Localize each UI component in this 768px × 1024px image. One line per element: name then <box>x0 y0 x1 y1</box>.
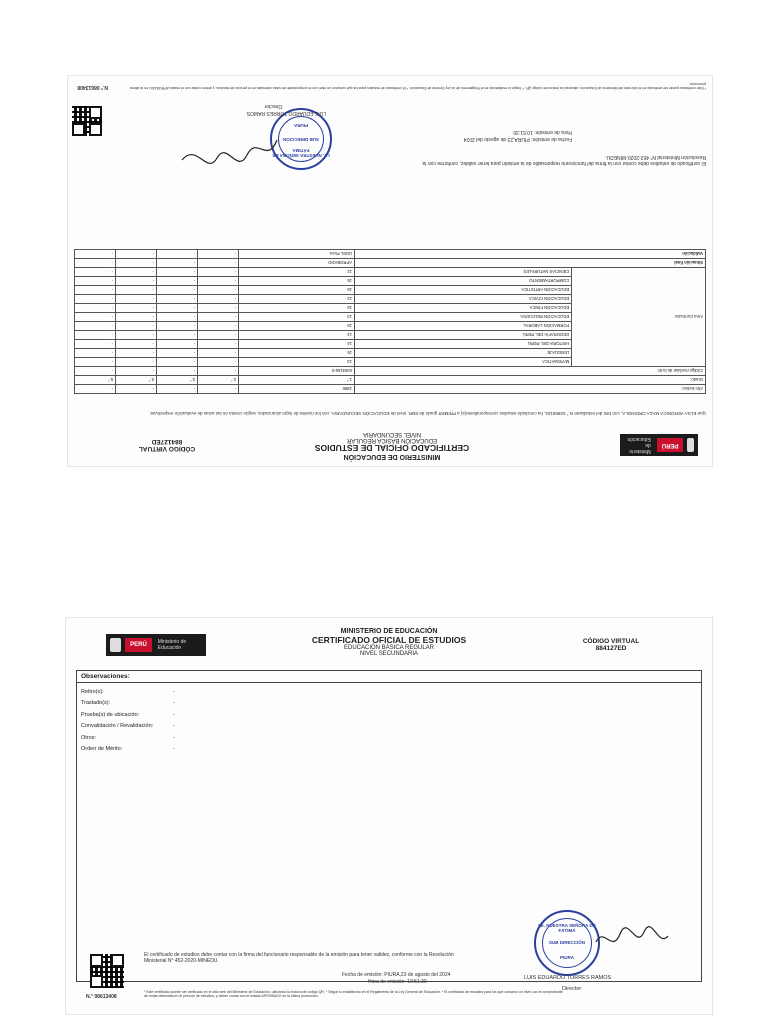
cell: - <box>198 331 239 340</box>
header-title-block <box>289 628 489 657</box>
observations-title: Observaciones: <box>77 671 701 683</box>
cell: 1.° <box>239 376 355 385</box>
cell: - <box>198 349 239 358</box>
observation-value: - <box>173 700 175 707</box>
cell: - <box>157 385 198 394</box>
modular-label: Código modular de la IE: <box>355 367 706 376</box>
stamp-mid-text: SUB DIRECCIÓN <box>283 137 320 142</box>
cell: - <box>75 385 116 394</box>
cell: - <box>116 304 157 313</box>
subject-grade: 14 <box>239 331 355 340</box>
stamp-top-text: I.E. NUESTRA SEÑORA DE FÁTIMA <box>272 148 330 158</box>
subject-name: MATEMÁTICA <box>355 358 572 367</box>
cell: - <box>157 250 198 259</box>
virtual-code-block <box>122 438 212 452</box>
cell: - <box>198 250 239 259</box>
cell: - <box>116 268 157 277</box>
minedu-logo <box>620 434 698 456</box>
level-name: NIVEL SECUNDARIA <box>359 651 419 657</box>
subject-grade: 13 <box>239 313 355 322</box>
logo-ministry: Ministerio de Educación <box>627 436 651 454</box>
subject-name: EDUCACIÓN RELIGIOSA <box>355 313 572 322</box>
director-name: LUIS EDUARDO TORRES RAMOS <box>246 110 326 116</box>
cell: - <box>198 295 239 304</box>
certificate-title: CERTIFICADO OFICIAL DE ESTUDIOS <box>314 443 470 453</box>
modular-value: 0284166-0 <box>239 367 355 376</box>
observation-value: - <box>173 746 175 753</box>
level-name: NIVEL SECUNDARIA <box>362 431 422 437</box>
subject-name: LENGUAJE <box>355 349 572 358</box>
year-label: Año lectivo: <box>355 385 706 394</box>
table-row <box>75 385 706 394</box>
cell: - <box>75 358 116 367</box>
subject-grade: 15 <box>239 322 355 331</box>
logo-ministry: Ministerio de Educación <box>157 639 187 651</box>
cell: - <box>198 313 239 322</box>
cell: - <box>75 259 116 268</box>
cell: - <box>157 313 198 322</box>
observation-label: Traslado(s): <box>81 700 111 707</box>
cell: - <box>75 304 116 313</box>
observation-label: Otros: <box>81 734 96 741</box>
cell: 4.° <box>116 376 157 385</box>
subject-grade: 15 <box>239 277 355 286</box>
observation-row <box>77 744 701 756</box>
cell: - <box>157 304 198 313</box>
virtual-code: 884127ED <box>151 438 183 445</box>
qr-code-icon <box>72 106 102 136</box>
subject-grade: 15 <box>239 286 355 295</box>
cell: - <box>198 304 239 313</box>
observation-row <box>77 732 701 744</box>
cell: - <box>75 313 116 322</box>
grade-label: Grado: <box>355 376 706 385</box>
cell: - <box>116 367 157 376</box>
cell: 5.° <box>75 376 116 385</box>
director-signature <box>172 130 282 170</box>
certificate-page-2 <box>66 618 712 1014</box>
subject-grade: 16 <box>239 304 355 313</box>
subject-grade: 12 <box>239 295 355 304</box>
cell: - <box>157 367 198 376</box>
table-row <box>75 250 706 259</box>
director-role: Director <box>562 986 582 992</box>
cell: - <box>116 385 157 394</box>
cell: - <box>116 331 157 340</box>
observation-label: Retiro(s): <box>81 688 104 695</box>
cell: - <box>198 322 239 331</box>
cell: - <box>116 322 157 331</box>
observation-label: Convalidación / Revalidación: <box>81 723 154 730</box>
cell: - <box>198 358 239 367</box>
director-role: Director <box>264 103 282 109</box>
validity-text: El certificado de estudios debe contar con la firma del funcionario responsable de la emisión para tener validez, conforme con la Resolución Ministerial N° 452-2020-MINEDU. <box>144 952 454 964</box>
cell: - <box>157 322 198 331</box>
observation-value: - <box>173 688 175 695</box>
program-name: EDUCACIÓN BÁSICA REGULAR <box>346 437 438 443</box>
cell: - <box>75 277 116 286</box>
stamp-mid-text: SUB DIRECCIÓN <box>548 940 585 945</box>
cell: - <box>75 340 116 349</box>
cell: - <box>157 259 198 268</box>
validity-text: El certificado de estudios debe contar con la firma del funcionario responsable de la emisión para tener validez, conforme con la Resolución Ministerial N° 452-2020-MINEDU. <box>422 154 706 166</box>
stamp-bottom-text: PIURA <box>559 955 574 960</box>
cell: - <box>116 259 157 268</box>
certificate-title: CERTIFICADO OFICIAL DE ESTUDIOS <box>311 635 467 645</box>
observation-label: Orden de Mérito: <box>81 746 123 753</box>
observation-row <box>77 709 701 721</box>
cell: - <box>198 259 239 268</box>
footer-notes: * Este certificado puede ser verificado en el sitio web del Ministerio de Educación, utilizando la lectora de código QR. * Según lo establecido en el Reglamento de la Ley General de Educación. * El certificado de estudios para los que cursaron un nivel con el comprobante de notas obtenidas en el período de estudios, y deben contar con el estado APROBADO en la última promoción. <box>144 990 563 998</box>
area-label: Área Curricular <box>572 268 706 367</box>
cell: - <box>116 358 157 367</box>
virtual-code-label: CÓDIGO VIRTUAL <box>582 638 640 645</box>
cell: - <box>116 349 157 358</box>
subject-name: EDUCACIÓN ARTÍSTICA <box>355 286 572 295</box>
grades-table <box>74 249 706 394</box>
subject-name: FORMACIÓN LABORAL <box>355 322 572 331</box>
virtual-code: 884127ED <box>595 645 627 652</box>
peru-shield-icon <box>687 438 694 452</box>
cell: - <box>75 295 116 304</box>
cell: - <box>198 286 239 295</box>
table-row <box>75 376 706 385</box>
subject-name: COMPORTAMIENTO <box>355 277 572 286</box>
ministry-title: MINISTERIO DE EDUCACIÓN <box>343 453 441 460</box>
peru-shield-icon <box>110 638 121 652</box>
director-name: LUIS EDUARDO TORRES RAMOS <box>524 975 612 981</box>
cell: - <box>157 277 198 286</box>
cell: 2.° <box>198 376 239 385</box>
cell: - <box>198 340 239 349</box>
virtual-code-block <box>566 638 656 652</box>
director-signature <box>592 920 672 960</box>
cell: - <box>198 268 239 277</box>
final-value: APROBADO <box>239 259 355 268</box>
cell: - <box>157 295 198 304</box>
minedu-logo <box>106 634 206 656</box>
statement-text: Que ELSA VERONICA MAZA ORDINOLA, con DNI del estudiante N.° 02868104, ha concluido estudios correspondiente(s) a PRIMER grado de EBR, nivel de EDUCACIÓN SECUNDARIA, con los niveles de logro alcanzados, según consta en las actas de evaluación respectivas: <box>149 411 706 416</box>
stamp-top-text: I.E. NUESTRA SEÑORA DE FÁTIMA <box>538 923 596 933</box>
table-row <box>75 367 706 376</box>
header-title-block <box>292 431 492 460</box>
cell: - <box>157 286 198 295</box>
cell: - <box>198 367 239 376</box>
observation-row <box>77 721 701 733</box>
subject-name: HISTORIA DEL PERÚ <box>355 340 572 349</box>
cell: - <box>75 268 116 277</box>
cell: - <box>198 385 239 394</box>
cell: - <box>75 250 116 259</box>
cell: - <box>157 340 198 349</box>
observation-row <box>77 698 701 710</box>
table-row <box>75 259 706 268</box>
subject-name: CIENCIAS NATURALES <box>355 268 572 277</box>
cell: - <box>198 277 239 286</box>
cell: - <box>116 286 157 295</box>
observation-value: - <box>173 734 175 741</box>
qr-code-icon <box>90 954 124 988</box>
cell: - <box>116 313 157 322</box>
certificate-page-1 <box>68 76 712 466</box>
cell: 3.° <box>157 376 198 385</box>
cell: - <box>75 286 116 295</box>
emission-date: Fecha de emisión: PIURA,23 de agosto del 2024 <box>463 136 572 142</box>
emission-time: Hora de emisión: 10:51:30 <box>368 979 427 985</box>
official-stamp <box>534 910 600 976</box>
program-name: EDUCACIÓN BÁSICA REGULAR <box>343 645 435 651</box>
subject-name: EDUCACIÓN FÍSICA <box>355 304 572 313</box>
stamp-bottom-text: PIURA <box>294 123 309 128</box>
final-label: Situación final <box>355 259 706 268</box>
cell: - <box>157 268 198 277</box>
cell: - <box>116 340 157 349</box>
validation-value: UGEL Piura <box>239 250 355 259</box>
subject-name: GEOGRAFÍA DEL PERÚ <box>355 331 572 340</box>
subject-grade: 15 <box>239 349 355 358</box>
subject-grade: 13 <box>239 358 355 367</box>
subject-grade: 14 <box>239 340 355 349</box>
year-value: 1980 <box>239 385 355 394</box>
cell: - <box>116 295 157 304</box>
cell: - <box>75 331 116 340</box>
observation-label: Prueba(s) de ubicación: <box>81 711 140 718</box>
cell: - <box>75 322 116 331</box>
cell: - <box>157 331 198 340</box>
cell: - <box>116 250 157 259</box>
emission-date: Fecha de emisión: PIURA,23 de agosto del 2024 <box>342 972 451 978</box>
cell: - <box>157 349 198 358</box>
emission-time: Hora de emisión: 10:51:30 <box>513 129 572 135</box>
subject-grade: 12 <box>239 268 355 277</box>
certificate-number: N.° 08613408 <box>86 994 117 1000</box>
virtual-code-label: CÓDIGO VIRTUAL <box>138 445 196 452</box>
observations-list <box>77 683 701 755</box>
cell: - <box>75 367 116 376</box>
certificate-number: N.° 08613408 <box>77 84 108 90</box>
ministry-title: MINISTERIO DE EDUCACIÓN <box>340 628 438 635</box>
footer-notes: * Este certificado puede ser verificado en el sitio web del Ministerio de Educación, utilizando la lectora de código QR. * Según lo establecido en el Reglamento de la Ley General de Educación. * El certificado de estudios para los que cursaron un nivel con el comprobante de notas obtenidas en el período de estudios, y deben contar con el estado APROBADO en la última promoción. <box>130 82 706 90</box>
observation-value: - <box>173 711 175 718</box>
cell: - <box>157 358 198 367</box>
table-row <box>75 358 706 367</box>
logo-country: PERÚ <box>125 638 152 652</box>
validation-label: Validación <box>355 250 706 259</box>
observation-row <box>77 686 701 698</box>
cell: - <box>75 349 116 358</box>
cell: - <box>116 277 157 286</box>
subject-name: EDUCACIÓN CÍVICA <box>355 295 572 304</box>
observation-value: - <box>173 723 175 730</box>
logo-country: PERÚ <box>657 438 684 452</box>
